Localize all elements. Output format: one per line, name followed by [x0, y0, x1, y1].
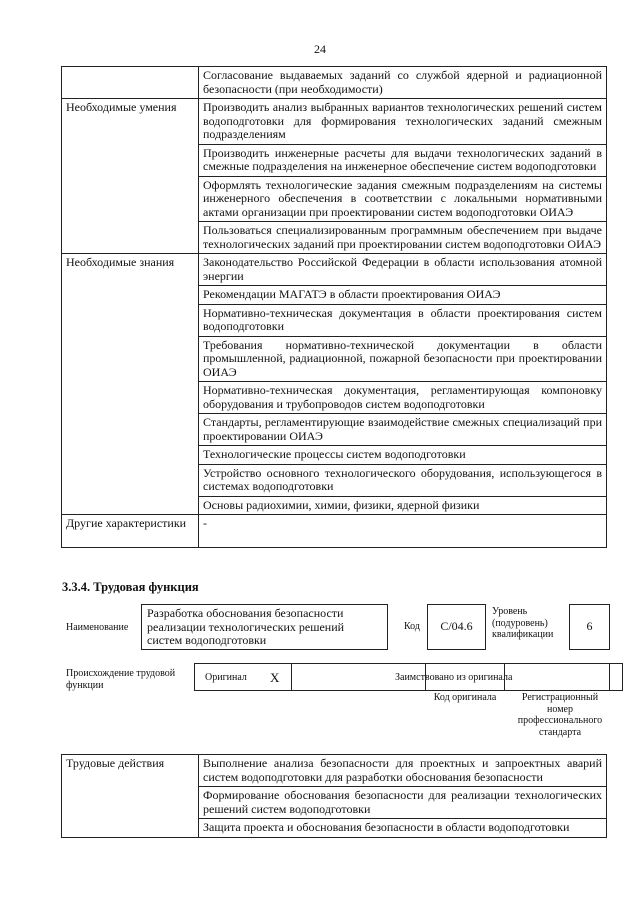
skill-item: Производить анализ выбранных вариантов технологических решений систем водоподготовки для формирования технологических заданий смежным подразделениям	[199, 99, 607, 145]
origin-code-label: Код оригинала	[433, 692, 497, 703]
knowledge-item: Нормативно-техническая документация в области проектирования систем водоподготовки	[199, 304, 607, 336]
labor-action-item: Защита проекта и обоснования безопасности в области водоподготовки	[199, 819, 607, 838]
borrowed-label: Заимствовано из оригинала	[395, 672, 513, 683]
knowledge-item: Устройство основного технологического оборудования, использующегося в системах водоподготовки	[199, 464, 607, 496]
labor-actions-label: Трудовые действия	[62, 755, 199, 838]
skill-item: Оформлять технологические задания смежным подразделениям на системы инженерного обеспечения в соответствии с локальными нормативными актами организации при проектировании систем водоподготовки ОИАЭ	[199, 176, 607, 222]
requirement-item: Согласование выдаваемых заданий со службой ядерной и радиационной безопасности (при необходимости)	[199, 67, 607, 99]
knowledge-item: Нормативно-техническая документация, регламентирующая компоновку оборудования и трубопроводов систем водоподготовки	[199, 382, 607, 414]
original-mark: X	[270, 670, 280, 685]
labor-action-item: Формирование обоснования безопасности для реализации технологических решений систем водоподготовки	[199, 787, 607, 819]
knowledge-item: Требования нормативно-технической документации в области промышленной, радиационной, пожарной безопасности при проектировании ОИАЭ	[199, 336, 607, 382]
function-code-value: C/04.6	[427, 604, 486, 650]
qualification-level-value: 6	[569, 604, 610, 650]
page-number: 24	[314, 42, 326, 56]
original-cell	[194, 663, 292, 691]
origin-code-cell	[425, 663, 505, 691]
requirements-table	[61, 66, 607, 548]
origin-row	[194, 663, 610, 691]
knowledge-label: Необходимые знания	[62, 254, 199, 515]
knowledge-item: Законодательство Российской Федерации в области использования атомной энергии	[199, 254, 607, 286]
labor-actions-table	[61, 754, 607, 838]
function-code-label: Код	[404, 621, 420, 632]
skills-label: Необходимые умения	[62, 99, 199, 254]
knowledge-item: Стандарты, регламентирующие взаимодействие смежных специализаций при проектировании ОИАЭ	[199, 414, 607, 446]
function-name-label: Наименование	[66, 622, 129, 633]
original-label: Оригинал	[205, 672, 247, 683]
qualification-level-label: Уровень (подуровень) квалификации	[492, 606, 554, 640]
reg-number-cell	[504, 663, 610, 691]
knowledge-item: Основы радиохимии, химии, физики, ядерной физики	[199, 496, 607, 515]
continued-label-cell	[62, 67, 199, 99]
function-name-value: Разработка обоснования безопасности реализации технологических решений систем водоподготовки	[141, 604, 388, 650]
skill-item: Пользоваться специализированным программным обеспечением при выдаче технологических заданий при проектировании систем водоподготовки ОИАЭ	[199, 222, 607, 254]
knowledge-item: Рекомендации МАГАТЭ в области проектирования ОИАЭ	[199, 286, 607, 305]
labor-action-item: Выполнение анализа безопасности для проектных и запроектных аварий систем водоподготовки для разработки обоснования безопасности	[199, 755, 607, 787]
origin-label: Происхождение трудовой функции	[66, 668, 176, 691]
section-title: 3.3.4. Трудовая функция	[62, 580, 199, 594]
other-characteristics-label: Другие характеристики	[62, 515, 199, 548]
skill-item: Производить инженерные расчеты для выдачи технологических заданий в смежные подразделения на инженерное обеспечение систем водоподготовки	[199, 144, 607, 176]
other-characteristics-value: -	[199, 515, 607, 548]
knowledge-item: Технологические процессы систем водоподготовки	[199, 446, 607, 465]
reg-number-label: Регистрационный номер профессионального стандарта	[517, 692, 603, 738]
